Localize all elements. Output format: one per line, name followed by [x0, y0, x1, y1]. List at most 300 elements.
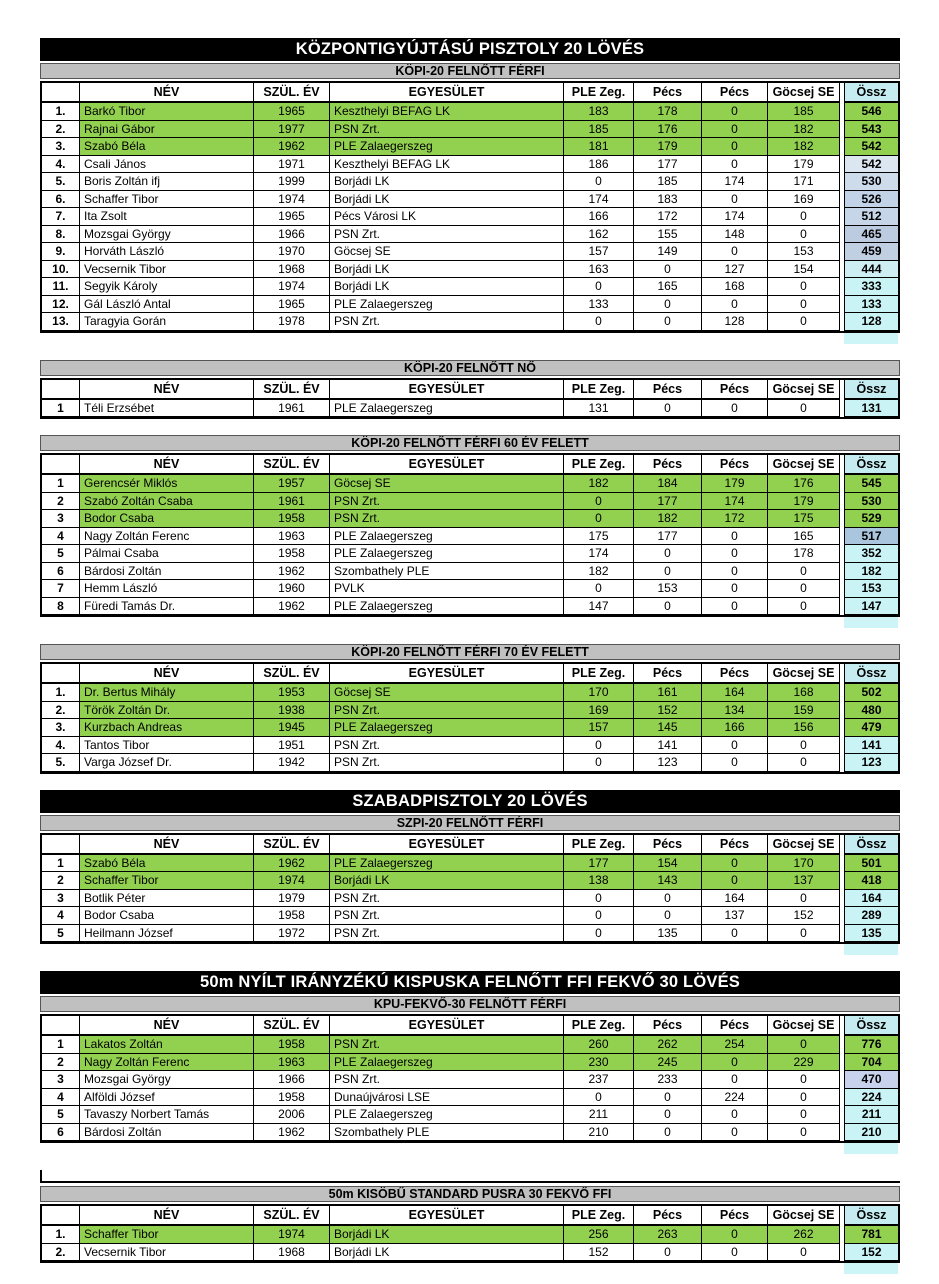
- score-cell: 0: [702, 545, 768, 563]
- club-cell: PSN Zrt.: [330, 1036, 564, 1054]
- score-cell: 177: [634, 528, 702, 546]
- score-cell: 123: [634, 754, 702, 772]
- column-header: [42, 455, 80, 475]
- name-cell: Heilmann József: [80, 925, 254, 943]
- name-cell: Kurzbach Andreas: [80, 719, 254, 737]
- column-header: [42, 83, 80, 103]
- score-cell: 172: [634, 208, 702, 226]
- score-cell: 210: [564, 1124, 634, 1142]
- score-cell: 184: [634, 475, 702, 493]
- year-cell: 1978: [254, 313, 330, 331]
- event-title: KÖZPONTIGYÚJTÁSÚ PISZTOLY 20 LÖVÉS: [40, 38, 900, 61]
- year-cell: 1958: [254, 907, 330, 925]
- total-cell: 470: [844, 1071, 898, 1089]
- event-title: 50m NYÍLT IRÁNYZÉKÚ KISPUSKA FELNŐTT FFI FEKVŐ 30 LÖVÉS: [40, 971, 900, 994]
- name-cell: Schaffer Tibor: [80, 1226, 254, 1244]
- column-header: SZÜL. ÉV: [254, 664, 330, 684]
- result-row: [42, 296, 898, 314]
- score-cell: 182: [768, 121, 840, 139]
- result-row: [42, 702, 898, 720]
- name-cell: Szabó Zoltán Csaba: [80, 493, 254, 511]
- year-cell: 1962: [254, 855, 330, 873]
- score-cell: 0: [634, 1106, 702, 1124]
- rank-cell: 1.: [42, 103, 80, 121]
- total-cell: 333: [844, 278, 898, 296]
- name-cell: Boris Zoltán ifj: [80, 173, 254, 191]
- score-cell: 0: [768, 1124, 840, 1142]
- name-cell: Lakatos Zoltán: [80, 1036, 254, 1054]
- total-cell: 480: [844, 702, 898, 720]
- total-cell: 542: [844, 138, 898, 156]
- rank-cell: 8: [42, 598, 80, 616]
- column-header: Göcsej SE: [768, 380, 840, 400]
- score-cell: 169: [564, 702, 634, 720]
- year-cell: 1979: [254, 890, 330, 908]
- score-cell: 183: [564, 103, 634, 121]
- score-cell: 177: [634, 156, 702, 174]
- total-cell: 210: [844, 1124, 898, 1142]
- rank-cell: 4: [42, 907, 80, 925]
- column-header: PLE Zeg.: [564, 455, 634, 475]
- event-section: [40, 38, 900, 344]
- rank-cell: 4: [42, 528, 80, 546]
- category-title: KÖPI-20 FELNŐTT FÉRFI: [40, 63, 900, 79]
- total-cell: 352: [844, 545, 898, 563]
- club-cell: PSN Zrt.: [330, 313, 564, 331]
- score-cell: 154: [768, 261, 840, 279]
- column-header: Göcsej SE: [768, 455, 840, 475]
- result-row: [42, 684, 898, 702]
- score-cell: 0: [702, 737, 768, 755]
- score-cell: 0: [634, 907, 702, 925]
- score-cell: 0: [564, 173, 634, 191]
- score-cell: 0: [702, 1106, 768, 1124]
- score-cell: 152: [564, 1244, 634, 1262]
- score-cell: 182: [634, 510, 702, 528]
- score-cell: 185: [768, 103, 840, 121]
- total-cell: 517: [844, 528, 898, 546]
- total-cell: 542: [844, 156, 898, 174]
- result-row: [42, 493, 898, 511]
- score-cell: 0: [702, 191, 768, 209]
- column-header: Pécs: [634, 1016, 702, 1036]
- score-cell: 0: [768, 226, 840, 244]
- column-header: EGYESÜLET: [330, 380, 564, 400]
- column-header-total: Össz: [844, 83, 898, 103]
- score-cell: 170: [564, 684, 634, 702]
- club-cell: Borjádi LK: [330, 173, 564, 191]
- score-cell: 211: [564, 1106, 634, 1124]
- category-title: KPU-FEKVŐ-30 FELNŐTT FÉRFI: [40, 996, 900, 1012]
- rank-cell: 5: [42, 925, 80, 943]
- total-cell: 131: [844, 400, 898, 418]
- score-cell: 0: [702, 103, 768, 121]
- column-header: PLE Zeg.: [564, 1206, 634, 1226]
- year-cell: 1957: [254, 475, 330, 493]
- column-header-total: Össz: [844, 1206, 898, 1226]
- score-cell: 0: [768, 313, 840, 331]
- club-cell: PLE Zalaegerszeg: [330, 400, 564, 418]
- year-cell: 1972: [254, 925, 330, 943]
- column-header: Göcsej SE: [768, 664, 840, 684]
- total-cell: 776: [844, 1036, 898, 1054]
- column-header: [42, 1016, 80, 1036]
- total-cell: 418: [844, 872, 898, 890]
- result-row: [42, 890, 898, 908]
- name-cell: Rajnai Gábor: [80, 121, 254, 139]
- rank-cell: 2: [42, 872, 80, 890]
- score-cell: 0: [768, 580, 840, 598]
- column-header: NÉV: [80, 664, 254, 684]
- result-row: [42, 563, 898, 581]
- result-row: [42, 156, 898, 174]
- year-cell: 1971: [254, 156, 330, 174]
- column-header: Pécs: [702, 1206, 768, 1226]
- score-cell: 0: [702, 872, 768, 890]
- score-cell: 147: [564, 598, 634, 616]
- column-header: PLE Zeg.: [564, 835, 634, 855]
- score-cell: 0: [564, 1089, 634, 1107]
- year-cell: 1962: [254, 1124, 330, 1142]
- column-header: Göcsej SE: [768, 835, 840, 855]
- club-cell: Keszthelyi BEFAG LK: [330, 156, 564, 174]
- column-header: Pécs: [702, 1016, 768, 1036]
- score-cell: 0: [768, 563, 840, 581]
- club-cell: PVLK: [330, 580, 564, 598]
- rank-cell: 4.: [42, 737, 80, 755]
- total-cell: 224: [844, 1089, 898, 1107]
- score-cell: 0: [564, 580, 634, 598]
- score-cell: 157: [564, 719, 634, 737]
- year-cell: 1961: [254, 400, 330, 418]
- result-row: [42, 313, 898, 331]
- score-cell: 162: [564, 226, 634, 244]
- year-cell: 2006: [254, 1106, 330, 1124]
- column-header: Göcsej SE: [768, 83, 840, 103]
- club-cell: Borjádi LK: [330, 872, 564, 890]
- rank-cell: 10.: [42, 261, 80, 279]
- name-cell: Bodor Csaba: [80, 510, 254, 528]
- score-cell: 152: [768, 907, 840, 925]
- rank-cell: 7.: [42, 208, 80, 226]
- score-cell: 0: [702, 156, 768, 174]
- result-row: [42, 737, 898, 755]
- results-table: [40, 1014, 900, 1143]
- result-row: [42, 1054, 898, 1072]
- results-table: [40, 378, 900, 420]
- result-row: [42, 855, 898, 873]
- event-section: [40, 644, 900, 774]
- result-row: [42, 510, 898, 528]
- score-cell: 179: [634, 138, 702, 156]
- result-row: [42, 872, 898, 890]
- year-cell: 1960: [254, 580, 330, 598]
- column-header: Pécs: [634, 83, 702, 103]
- rank-cell: 12.: [42, 296, 80, 314]
- rank-cell: 1.: [42, 1226, 80, 1244]
- rank-cell: 2: [42, 1054, 80, 1072]
- total-column-footer: [844, 1263, 898, 1274]
- score-cell: 262: [634, 1036, 702, 1054]
- column-header: SZÜL. ÉV: [254, 380, 330, 400]
- rank-cell: 1: [42, 475, 80, 493]
- column-header: SZÜL. ÉV: [254, 455, 330, 475]
- column-header: NÉV: [80, 1016, 254, 1036]
- rank-cell: 2.: [42, 702, 80, 720]
- score-cell: 169: [768, 191, 840, 209]
- column-header: Pécs: [634, 835, 702, 855]
- results-table: [40, 453, 900, 617]
- name-cell: Vecsernik Tibor: [80, 261, 254, 279]
- score-cell: 0: [768, 890, 840, 908]
- score-cell: 260: [564, 1036, 634, 1054]
- score-cell: 157: [564, 243, 634, 261]
- score-cell: 0: [768, 1089, 840, 1107]
- score-cell: 254: [702, 1036, 768, 1054]
- score-cell: 182: [564, 475, 634, 493]
- name-cell: Bodor Csaba: [80, 907, 254, 925]
- column-header-total: Össz: [844, 455, 898, 475]
- score-cell: 159: [768, 702, 840, 720]
- rank-cell: 3: [42, 890, 80, 908]
- total-cell: 530: [844, 173, 898, 191]
- total-cell: 152: [844, 1244, 898, 1262]
- result-row: [42, 121, 898, 139]
- score-cell: 262: [768, 1226, 840, 1244]
- score-cell: 0: [564, 754, 634, 772]
- column-header: EGYESÜLET: [330, 1016, 564, 1036]
- score-cell: 134: [702, 702, 768, 720]
- score-cell: 0: [634, 261, 702, 279]
- club-cell: PSN Zrt.: [330, 1071, 564, 1089]
- score-cell: 156: [768, 719, 840, 737]
- rank-cell: 13.: [42, 313, 80, 331]
- club-cell: Szombathely PLE: [330, 563, 564, 581]
- result-row: [42, 580, 898, 598]
- event-section: [40, 1170, 900, 1274]
- rank-cell: 9.: [42, 243, 80, 261]
- club-cell: Pécs Városi LK: [330, 208, 564, 226]
- score-cell: 179: [768, 156, 840, 174]
- column-header: Pécs: [634, 1206, 702, 1226]
- score-cell: 185: [634, 173, 702, 191]
- score-cell: 0: [768, 296, 840, 314]
- column-header: Pécs: [702, 380, 768, 400]
- score-cell: 172: [702, 510, 768, 528]
- score-cell: 174: [564, 545, 634, 563]
- score-cell: 256: [564, 1226, 634, 1244]
- column-header-row: [42, 835, 898, 855]
- name-cell: Tantos Tibor: [80, 737, 254, 755]
- rank-cell: 5: [42, 545, 80, 563]
- event-section: [40, 435, 900, 628]
- score-cell: 0: [634, 1244, 702, 1262]
- score-cell: 0: [564, 737, 634, 755]
- column-header-total: Össz: [844, 380, 898, 400]
- score-cell: 0: [564, 907, 634, 925]
- score-cell: 182: [564, 563, 634, 581]
- column-header-row: [42, 664, 898, 684]
- score-cell: 0: [768, 278, 840, 296]
- column-header-row: [42, 380, 898, 400]
- score-cell: 0: [564, 313, 634, 331]
- club-cell: Göcsej SE: [330, 243, 564, 261]
- score-cell: 177: [564, 855, 634, 873]
- year-cell: 1962: [254, 598, 330, 616]
- score-cell: 0: [768, 737, 840, 755]
- result-row: [42, 1106, 898, 1124]
- rank-cell: 3.: [42, 138, 80, 156]
- score-cell: 166: [564, 208, 634, 226]
- score-cell: 0: [634, 545, 702, 563]
- table-spacer-row: [40, 1170, 900, 1183]
- column-header: EGYESÜLET: [330, 455, 564, 475]
- result-row: [42, 191, 898, 209]
- name-cell: Botlik Péter: [80, 890, 254, 908]
- score-cell: 0: [702, 121, 768, 139]
- score-cell: 177: [634, 493, 702, 511]
- year-cell: 1958: [254, 510, 330, 528]
- score-cell: 128: [702, 313, 768, 331]
- result-row: [42, 103, 898, 121]
- column-header: NÉV: [80, 455, 254, 475]
- rank-cell: 2.: [42, 1244, 80, 1262]
- total-cell: 529: [844, 510, 898, 528]
- name-cell: Pálmai Csaba: [80, 545, 254, 563]
- club-cell: PSN Zrt.: [330, 510, 564, 528]
- column-header: PLE Zeg.: [564, 83, 634, 103]
- score-cell: 161: [634, 684, 702, 702]
- score-cell: 0: [702, 1244, 768, 1262]
- result-row: [42, 475, 898, 493]
- name-cell: Schaffer Tibor: [80, 191, 254, 209]
- club-cell: PLE Zalaegerszeg: [330, 855, 564, 873]
- rank-cell: 6: [42, 1124, 80, 1142]
- year-cell: 1958: [254, 545, 330, 563]
- column-header: PLE Zeg.: [564, 380, 634, 400]
- name-cell: Horváth László: [80, 243, 254, 261]
- score-cell: 0: [768, 598, 840, 616]
- score-cell: 164: [702, 684, 768, 702]
- name-cell: Gerencsér Miklós: [80, 475, 254, 493]
- rank-cell: 6.: [42, 191, 80, 209]
- result-row: [42, 261, 898, 279]
- score-cell: 143: [634, 872, 702, 890]
- column-header: NÉV: [80, 1206, 254, 1226]
- name-cell: Segyik Károly: [80, 278, 254, 296]
- total-cell: 512: [844, 208, 898, 226]
- column-header-row: [42, 1206, 898, 1226]
- score-cell: 155: [634, 226, 702, 244]
- score-cell: 0: [702, 528, 768, 546]
- name-cell: Dr. Bertus Mihály: [80, 684, 254, 702]
- club-cell: Borjádi LK: [330, 1226, 564, 1244]
- category-title: KÖPI-20 FELNŐTT FÉRFI 60 ÉV FELETT: [40, 435, 900, 451]
- score-cell: 0: [564, 890, 634, 908]
- rank-cell: 8.: [42, 226, 80, 244]
- column-header: Pécs: [702, 455, 768, 475]
- total-cell: 526: [844, 191, 898, 209]
- total-cell: 182: [844, 563, 898, 581]
- result-row: [42, 528, 898, 546]
- score-cell: 0: [564, 925, 634, 943]
- total-cell: 781: [844, 1226, 898, 1244]
- score-cell: 233: [634, 1071, 702, 1089]
- column-header-row: [42, 455, 898, 475]
- name-cell: Nagy Zoltán Ferenc: [80, 528, 254, 546]
- rank-cell: 2.: [42, 121, 80, 139]
- name-cell: Alföldi József: [80, 1089, 254, 1107]
- score-cell: 237: [564, 1071, 634, 1089]
- results-table: [40, 833, 900, 945]
- club-cell: PLE Zalaegerszeg: [330, 1054, 564, 1072]
- total-cell: 211: [844, 1106, 898, 1124]
- total-cell: 530: [844, 493, 898, 511]
- club-cell: Keszthelyi BEFAG LK: [330, 103, 564, 121]
- club-cell: PLE Zalaegerszeg: [330, 138, 564, 156]
- year-cell: 1938: [254, 702, 330, 720]
- club-cell: PSN Zrt.: [330, 737, 564, 755]
- rank-cell: 6: [42, 563, 80, 581]
- event-section: [40, 360, 900, 420]
- column-header: SZÜL. ÉV: [254, 835, 330, 855]
- club-cell: PLE Zalaegerszeg: [330, 1106, 564, 1124]
- total-cell: 545: [844, 475, 898, 493]
- club-cell: PLE Zalaegerszeg: [330, 528, 564, 546]
- column-header: Göcsej SE: [768, 1016, 840, 1036]
- score-cell: 168: [768, 684, 840, 702]
- event-title: SZABADPISZTOLY 20 LÖVÉS: [40, 790, 900, 813]
- year-cell: 1966: [254, 1071, 330, 1089]
- name-cell: Füredi Tamás Dr.: [80, 598, 254, 616]
- score-cell: 127: [702, 261, 768, 279]
- score-cell: 263: [634, 1226, 702, 1244]
- score-cell: 131: [564, 400, 634, 418]
- score-cell: 174: [564, 191, 634, 209]
- club-cell: Göcsej SE: [330, 475, 564, 493]
- score-cell: 0: [564, 278, 634, 296]
- year-cell: 1977: [254, 121, 330, 139]
- column-header: EGYESÜLET: [330, 83, 564, 103]
- name-cell: Vecsernik Tibor: [80, 1244, 254, 1262]
- results-table: [40, 81, 900, 333]
- score-cell: 0: [768, 1036, 840, 1054]
- score-cell: 186: [564, 156, 634, 174]
- total-cell: 135: [844, 925, 898, 943]
- column-header: [42, 835, 80, 855]
- score-cell: 0: [634, 598, 702, 616]
- club-cell: PSN Zrt.: [330, 121, 564, 139]
- score-cell: 0: [702, 296, 768, 314]
- score-cell: 141: [634, 737, 702, 755]
- score-cell: 175: [768, 510, 840, 528]
- column-header: PLE Zeg.: [564, 1016, 634, 1036]
- score-cell: 174: [702, 173, 768, 191]
- category-title: KÖPI-20 FELNŐTT NŐ: [40, 360, 900, 376]
- score-cell: 0: [634, 296, 702, 314]
- year-cell: 1962: [254, 138, 330, 156]
- score-cell: 175: [564, 528, 634, 546]
- column-header-total: Össz: [844, 1016, 898, 1036]
- name-cell: Szabó Béla: [80, 138, 254, 156]
- total-cell: 164: [844, 890, 898, 908]
- score-cell: 171: [768, 173, 840, 191]
- score-cell: 0: [702, 563, 768, 581]
- column-header: EGYESÜLET: [330, 835, 564, 855]
- column-header: Pécs: [634, 455, 702, 475]
- column-header: NÉV: [80, 83, 254, 103]
- score-cell: 0: [702, 925, 768, 943]
